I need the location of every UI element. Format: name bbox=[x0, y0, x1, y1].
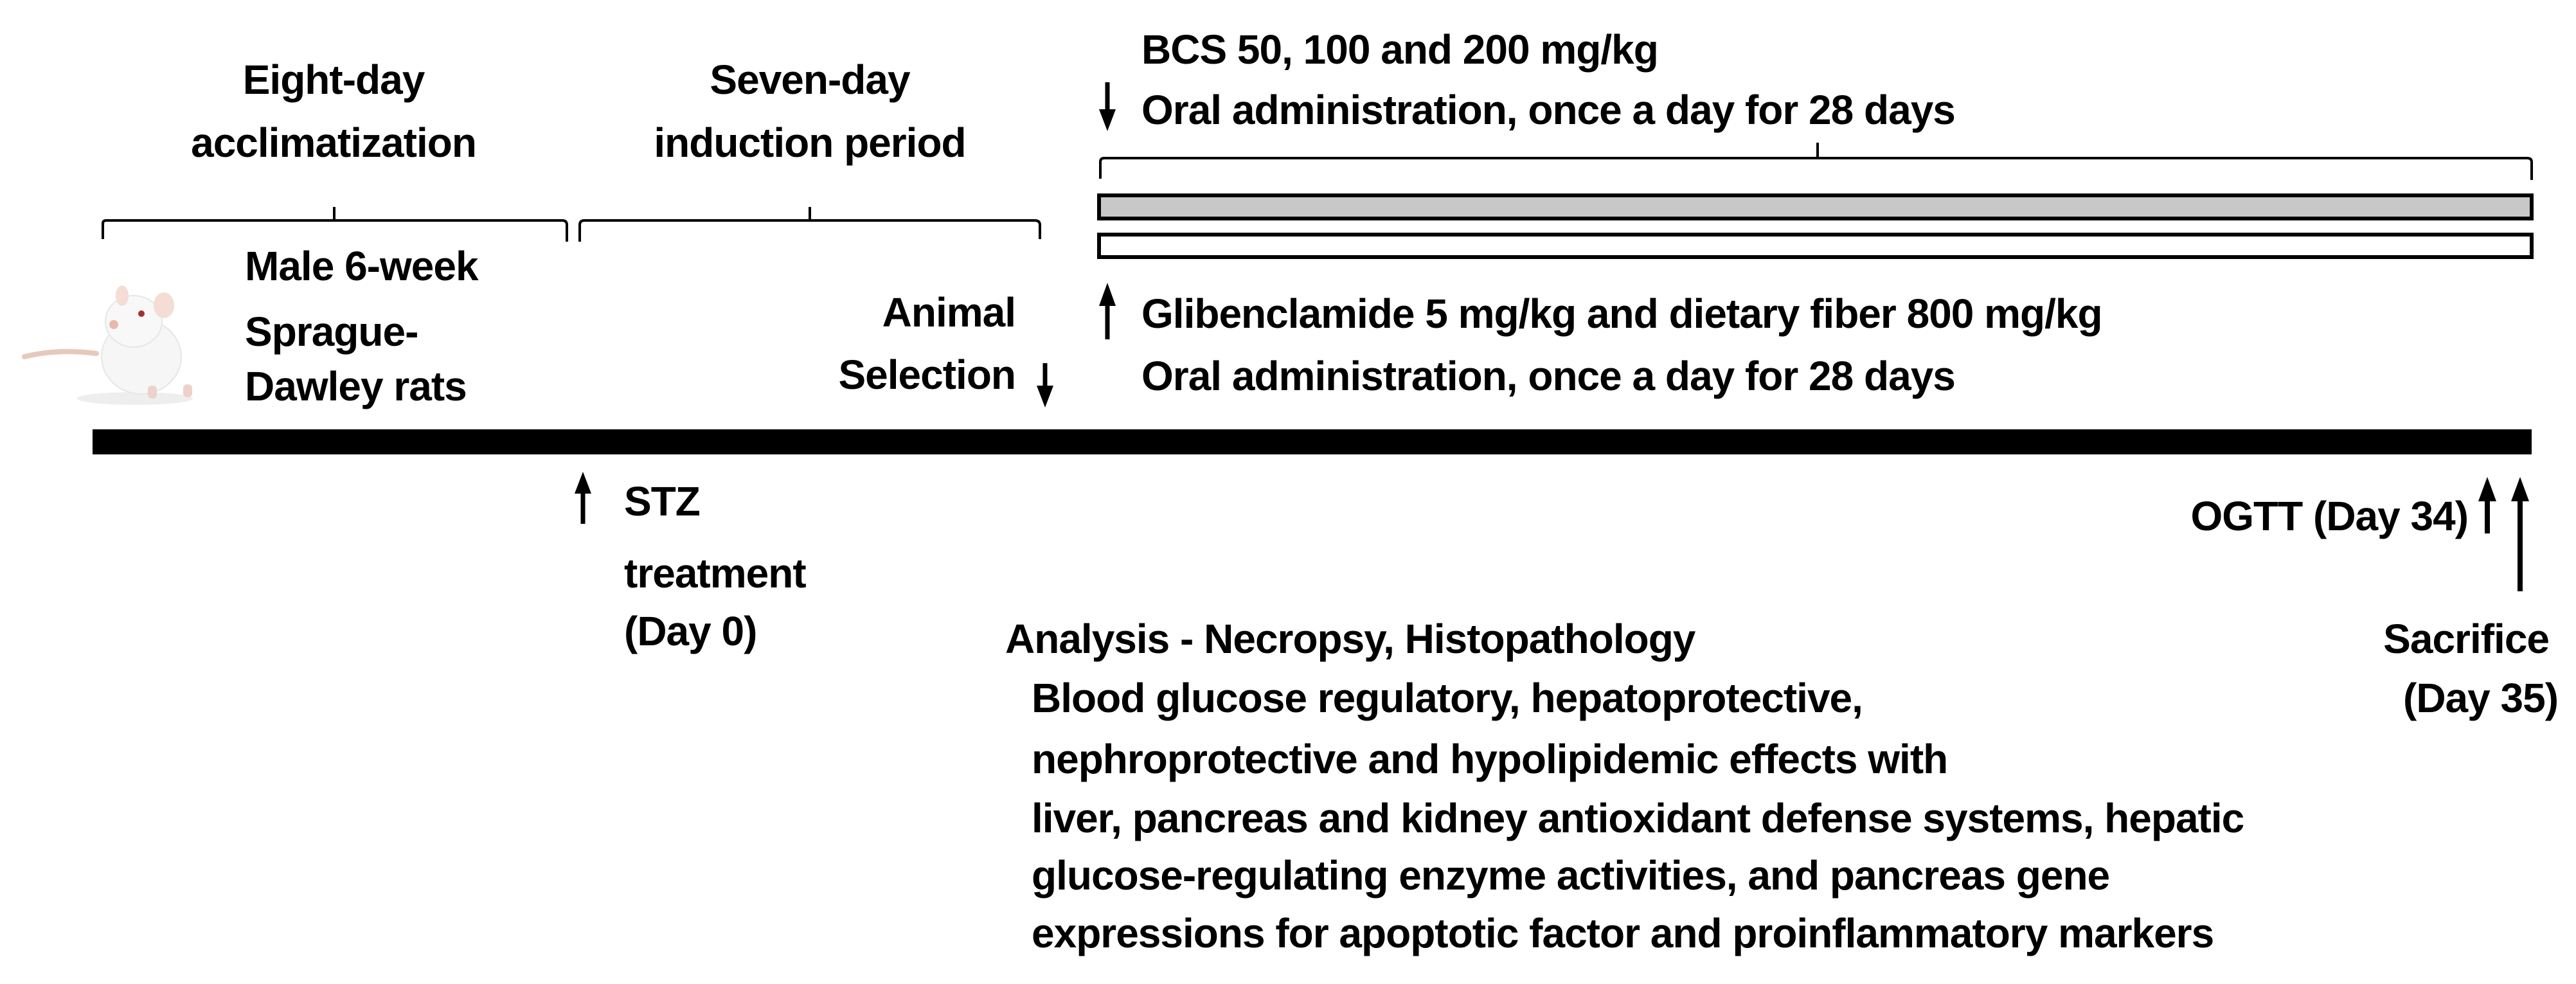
stz-label-line1: STZ bbox=[624, 478, 700, 524]
phase-induction-line1: Seven-day bbox=[710, 57, 910, 103]
analysis-title: Analysis - Necropsy, Histopathology bbox=[1005, 616, 1695, 662]
stz-label-line2: treatment bbox=[624, 550, 806, 596]
bcs-dose-label: BCS 50, 100 and 200 mg/kg bbox=[1141, 26, 1658, 73]
sacrifice-label-line2: (Day 35) bbox=[2403, 675, 2558, 721]
animal-description-line3: Dawley rats bbox=[245, 363, 467, 409]
control-treatment-bar bbox=[1099, 235, 2532, 257]
bcs-administration-label: Oral administration, once a day for 28 days bbox=[1141, 87, 1955, 133]
stz-label-line3: (Day 0) bbox=[624, 608, 757, 654]
induction-bracket bbox=[580, 220, 1040, 242]
animal-selection-line2: Selection bbox=[838, 352, 1015, 398]
phase-acclimatization-line1: Eight-day bbox=[242, 57, 425, 103]
animal-description-line2: Sprague- bbox=[245, 309, 418, 355]
animal-description-line1: Male 6-week bbox=[245, 243, 478, 289]
rat-icon bbox=[19, 276, 206, 405]
timeline-bar bbox=[93, 429, 2532, 454]
glibenclamide-administration-label: Oral administration, once a day for 28 days bbox=[1141, 353, 1955, 399]
ogtt-label: OGTT (Day 34) bbox=[2190, 493, 2468, 539]
glibenclamide-dose-label: Glibenclamide 5 mg/kg and dietary fiber 800 mg/kg bbox=[1141, 291, 2102, 337]
sacrifice-label-line1: Sacrifice bbox=[2383, 616, 2549, 662]
analysis-line: expressions for apoptotic factor and proinflammatory markers bbox=[1032, 910, 2214, 956]
animal-selection-line1: Animal bbox=[882, 289, 1015, 335]
treatment-bracket bbox=[1100, 158, 2532, 180]
acclimatization-bracket bbox=[103, 220, 567, 242]
analysis-line: Blood glucose regulatory, hepatoprotective, bbox=[1032, 675, 1863, 721]
bcs-treatment-bar bbox=[1099, 195, 2532, 219]
analysis-line: nephroprotective and hypolipidemic effects with bbox=[1032, 736, 1948, 782]
phase-acclimatization-line2: acclimatization bbox=[191, 120, 476, 166]
analysis-line: liver, pancreas and kidney antioxidant defense systems, hepatic bbox=[1032, 795, 2244, 841]
phase-induction-line2: induction period bbox=[654, 120, 966, 166]
analysis-line: glucose-regulating enzyme activities, and pancreas gene bbox=[1032, 852, 2110, 899]
